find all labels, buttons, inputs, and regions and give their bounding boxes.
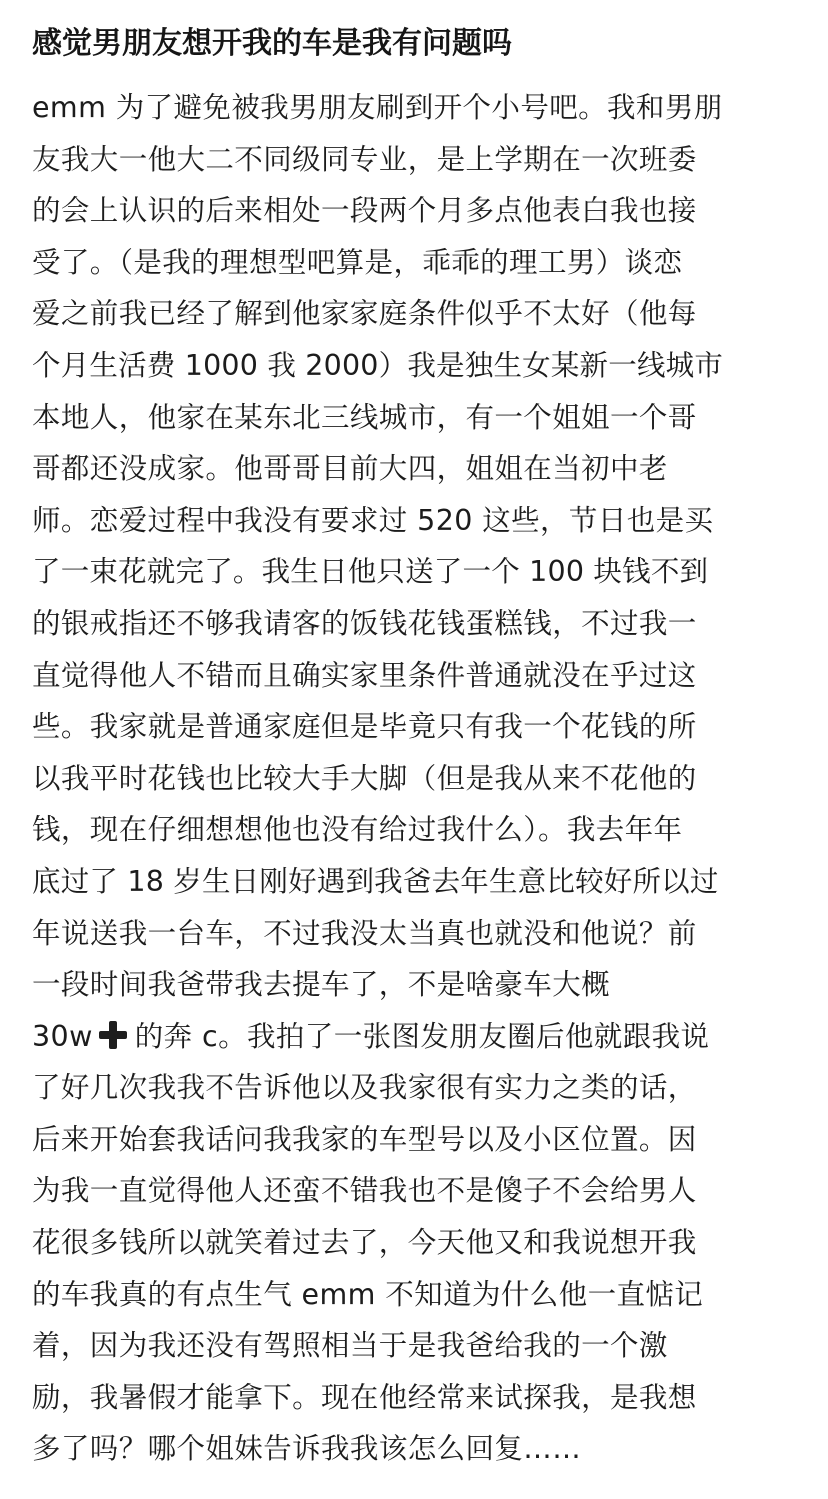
body-line-1: emm 为了避免被我男朋友刷到开个小号吧。我和男朋 [32, 91, 723, 124]
body-line-24: 的车我真的有点生气 emm 不知道为什么他一直惦记 [32, 1277, 704, 1311]
body-line-6: 个月生活费 1000 我 2000）我是独生女某新一线城市 [32, 348, 724, 382]
body-line-19 [32, 1011, 812, 1063]
body-line-18: 一段时间我爸带我去提车了，不是啥豪车大概 [32, 968, 611, 1002]
body-line-7: 本地人，他家在某东北三线城市，有一个姐姐一个哥 [32, 400, 697, 434]
body-line-3: 的会上认识的后来相处一段两个月多点他表白我也接 [32, 194, 697, 228]
body-line-16: 底过了 18 岁生日刚好遇到我爸去年生意比较好所以过 [32, 864, 719, 898]
body-line-13: 些。我家就是普通家庭但是毕竟只有我一个花钱的所 [32, 710, 697, 744]
plus-icon [99, 1021, 127, 1049]
body-line-11: 的银戒指还不够我请客的饭钱花钱蛋糕钱，不过我一 [32, 606, 697, 640]
body-line-21: 后来开始套我话问我我家的车型号以及小区位置。因 [32, 1122, 697, 1156]
post-body [32, 82, 812, 1475]
body-line-22: 为我一直觉得他人还蛮不错我也不是傻子不会给男人 [32, 1174, 697, 1208]
body-line-10: 了一束花就完了。我生日他只送了一个 100 块钱不到 [32, 555, 709, 589]
body-line-5: 爱之前我已经了解到他家家庭条件似乎不太好（他每 [32, 297, 697, 331]
body-line-25: 着，因为我还没有驾照相当于是我爸给我的一个激 [32, 1329, 668, 1363]
body-line-14: 以我平时花钱也比较大手大脚（但是我从来不花他的 [32, 761, 697, 795]
price-amount: 30w [32, 1019, 93, 1053]
body-line-26: 励，我暑假才能拿下。现在他经常来试探我，是我想 [32, 1380, 697, 1414]
body-line-20: 了好几次我我不告诉他以及我家很有实力之类的话， [32, 1071, 697, 1105]
body-line-9: 师。恋爱过程中我没有要求过 520 这些，节日也是买 [32, 503, 714, 537]
body-line-2: 友我大一他大二不同级同专业，是上学期在一次班委 [32, 142, 697, 176]
price-line-rest: 的奔 c。我拍了一张图发朋友圈后他就跟我说 [134, 1019, 710, 1053]
body-line-27: 多了吗？哪个姐妹告诉我我该怎么回复…… [32, 1432, 582, 1466]
body-line-15: 钱，现在仔细想想他也没有给过我什么）。我去年年 [32, 813, 683, 847]
body-line-23: 花很多钱所以就笑着过去了，今天他又和我说想开我 [32, 1226, 697, 1260]
body-line-4: 受了。（是我的理想型吧算是，乖乖的理工男）谈恋 [32, 245, 683, 279]
body-line-17: 年说送我一台车，不过我没太当真也就没和他说？前 [32, 916, 697, 950]
post-title: 感觉男朋友想开我的车是我有问题吗 [32, 26, 512, 61]
body-line-8: 哥都还没成家。他哥哥目前大四，姐姐在当初中老 [32, 452, 668, 486]
body-line-12: 直觉得他人不错而且确实家里条件普通就没在乎过这 [32, 658, 697, 692]
